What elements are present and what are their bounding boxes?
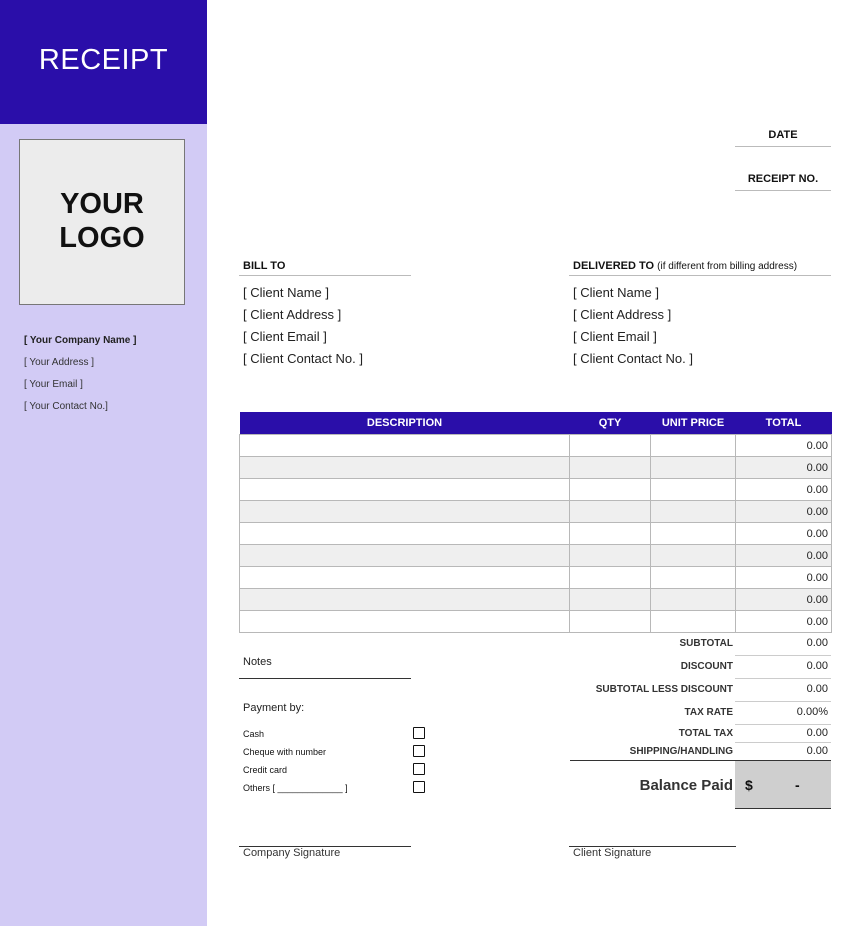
delivered-to-email[interactable]: [ Client Email ] xyxy=(573,329,657,344)
date-label: DATE xyxy=(768,129,798,141)
qty-cell[interactable] xyxy=(570,501,651,523)
balance-paid-box xyxy=(735,761,831,809)
currency-symbol: $ xyxy=(745,777,753,793)
payment-option-cash: Cash xyxy=(243,729,265,739)
total-cell: 0.00 xyxy=(736,611,832,633)
document-title: RECEIPT xyxy=(38,44,169,76)
table-row xyxy=(240,435,832,457)
unit-price-cell[interactable] xyxy=(651,589,736,611)
delivered-to-address[interactable]: [ Client Address ] xyxy=(573,307,672,322)
total-cell: 0.00 xyxy=(736,523,832,545)
total-cell: 0.00 xyxy=(736,567,832,589)
qty-cell[interactable] xyxy=(570,611,651,633)
total-cell: 0.00 xyxy=(736,479,832,501)
total-tax-value: 0.00 xyxy=(806,727,828,739)
delivered-to-note: (if different from billing address) xyxy=(657,261,798,272)
items-table xyxy=(239,412,832,633)
company-contact: [ Your Contact No.] xyxy=(24,401,108,412)
total-tax-label: TOTAL TAX xyxy=(678,728,733,739)
discount-label: DISCOUNT xyxy=(680,661,733,672)
payment-by-label: Payment by: xyxy=(243,702,305,714)
qty-cell[interactable] xyxy=(570,523,651,545)
qty-cell[interactable] xyxy=(570,435,651,457)
table-header-row xyxy=(240,412,832,435)
company-email: [ Your Email ] xyxy=(24,379,83,390)
balance-paid-label: Balance Paid xyxy=(639,777,733,794)
subtotal-less-discount-value: 0.00 xyxy=(806,683,828,695)
qty-cell[interactable] xyxy=(570,479,651,501)
column-header-qty: QTY xyxy=(570,412,651,435)
bill-to-divider xyxy=(239,275,411,276)
table-row xyxy=(240,567,832,589)
unit-price-cell[interactable] xyxy=(651,479,736,501)
subtotal-label: SUBTOTAL xyxy=(679,638,733,649)
subtotal-value: 0.00 xyxy=(806,637,828,649)
sidebar xyxy=(0,0,207,926)
receipt-no-field[interactable] xyxy=(735,190,831,191)
receipt-no-label: RECEIPT NO. xyxy=(747,173,819,185)
notes-field[interactable] xyxy=(239,678,411,679)
company-name: [ Your Company Name ] xyxy=(24,335,137,346)
date-field[interactable] xyxy=(735,146,831,147)
delivered-to-name[interactable]: [ Client Name ] xyxy=(573,285,659,300)
credit-card-checkbox[interactable] xyxy=(413,763,425,775)
payment-option-credit-card: Credit card xyxy=(243,765,288,775)
total-tax-divider xyxy=(735,742,831,743)
unit-price-cell[interactable] xyxy=(651,567,736,589)
description-cell[interactable] xyxy=(240,611,570,633)
description-cell[interactable] xyxy=(240,589,570,611)
payment-option-cheque: Cheque with number xyxy=(243,747,327,757)
description-cell[interactable] xyxy=(240,457,570,479)
tax-rate-value[interactable]: 0.00% xyxy=(796,706,828,718)
tax-rate-divider xyxy=(735,724,831,725)
logo-text-line2: LOGO xyxy=(59,222,145,254)
payment-option-others: Others [ _____________ ] xyxy=(243,783,348,793)
table-row xyxy=(240,479,832,501)
others-checkbox[interactable] xyxy=(413,781,425,793)
unit-price-cell[interactable] xyxy=(651,457,736,479)
discount-value[interactable]: 0.00 xyxy=(806,660,828,672)
description-cell[interactable] xyxy=(240,479,570,501)
description-cell[interactable] xyxy=(240,501,570,523)
logo-placeholder xyxy=(19,139,185,305)
qty-cell[interactable] xyxy=(570,567,651,589)
bill-to-header: BILL TO xyxy=(243,260,286,272)
unit-price-cell[interactable] xyxy=(651,523,736,545)
shipping-handling-value[interactable]: 0.00 xyxy=(806,745,828,757)
qty-cell[interactable] xyxy=(570,545,651,567)
total-cell: 0.00 xyxy=(736,501,832,523)
subtotal-less-discount-label: SUBTOTAL LESS DISCOUNT xyxy=(595,684,733,695)
qty-cell[interactable] xyxy=(570,589,651,611)
description-cell[interactable] xyxy=(240,567,570,589)
table-row xyxy=(240,523,832,545)
company-signature-label: Company Signature xyxy=(243,847,341,859)
logo-text-line1: YOUR xyxy=(60,188,144,220)
bill-to-contact[interactable]: [ Client Contact No. ] xyxy=(243,351,363,366)
description-cell[interactable] xyxy=(240,523,570,545)
discount-divider xyxy=(735,678,831,679)
shipping-handling-label: SHIPPING/HANDLING xyxy=(629,746,733,757)
cash-checkbox[interactable] xyxy=(413,727,425,739)
column-header-total: TOTAL xyxy=(736,412,832,435)
bill-to-email[interactable]: [ Client Email ] xyxy=(243,329,327,344)
company-address: [ Your Address ] xyxy=(24,357,95,368)
cheque-checkbox[interactable] xyxy=(413,745,425,757)
total-cell: 0.00 xyxy=(736,545,832,567)
table-row xyxy=(240,501,832,523)
client-signature-label: Client Signature xyxy=(573,847,652,859)
table-row xyxy=(240,589,832,611)
unit-price-cell[interactable] xyxy=(651,435,736,457)
description-cell[interactable] xyxy=(240,545,570,567)
column-header-unit-price: UNIT PRICE xyxy=(651,412,736,435)
delivered-to-title: DELIVERED TO xyxy=(573,260,655,272)
notes-label: Notes xyxy=(243,656,272,668)
bill-to-address[interactable]: [ Client Address ] xyxy=(243,307,342,322)
subtotal-divider xyxy=(735,655,831,656)
delivered-to-header xyxy=(573,260,797,272)
column-header-description: DESCRIPTION xyxy=(240,412,570,435)
description-cell[interactable] xyxy=(240,435,570,457)
unit-price-cell[interactable] xyxy=(651,545,736,567)
sidebar-header xyxy=(0,0,207,124)
delivered-to-divider xyxy=(569,275,831,276)
table-row xyxy=(240,611,832,633)
tax-rate-label: TAX RATE xyxy=(684,707,733,718)
qty-cell[interactable] xyxy=(570,457,651,479)
subtotal-less-divider xyxy=(735,701,831,702)
balance-paid-value: - xyxy=(795,777,800,793)
total-cell: 0.00 xyxy=(736,457,832,479)
table-row xyxy=(240,457,832,479)
delivered-to-contact[interactable]: [ Client Contact No. ] xyxy=(573,351,693,366)
unit-price-cell[interactable] xyxy=(651,611,736,633)
bill-to-name[interactable]: [ Client Name ] xyxy=(243,285,329,300)
total-cell: 0.00 xyxy=(736,589,832,611)
table-row xyxy=(240,545,832,567)
unit-price-cell[interactable] xyxy=(651,501,736,523)
total-cell: 0.00 xyxy=(736,435,832,457)
